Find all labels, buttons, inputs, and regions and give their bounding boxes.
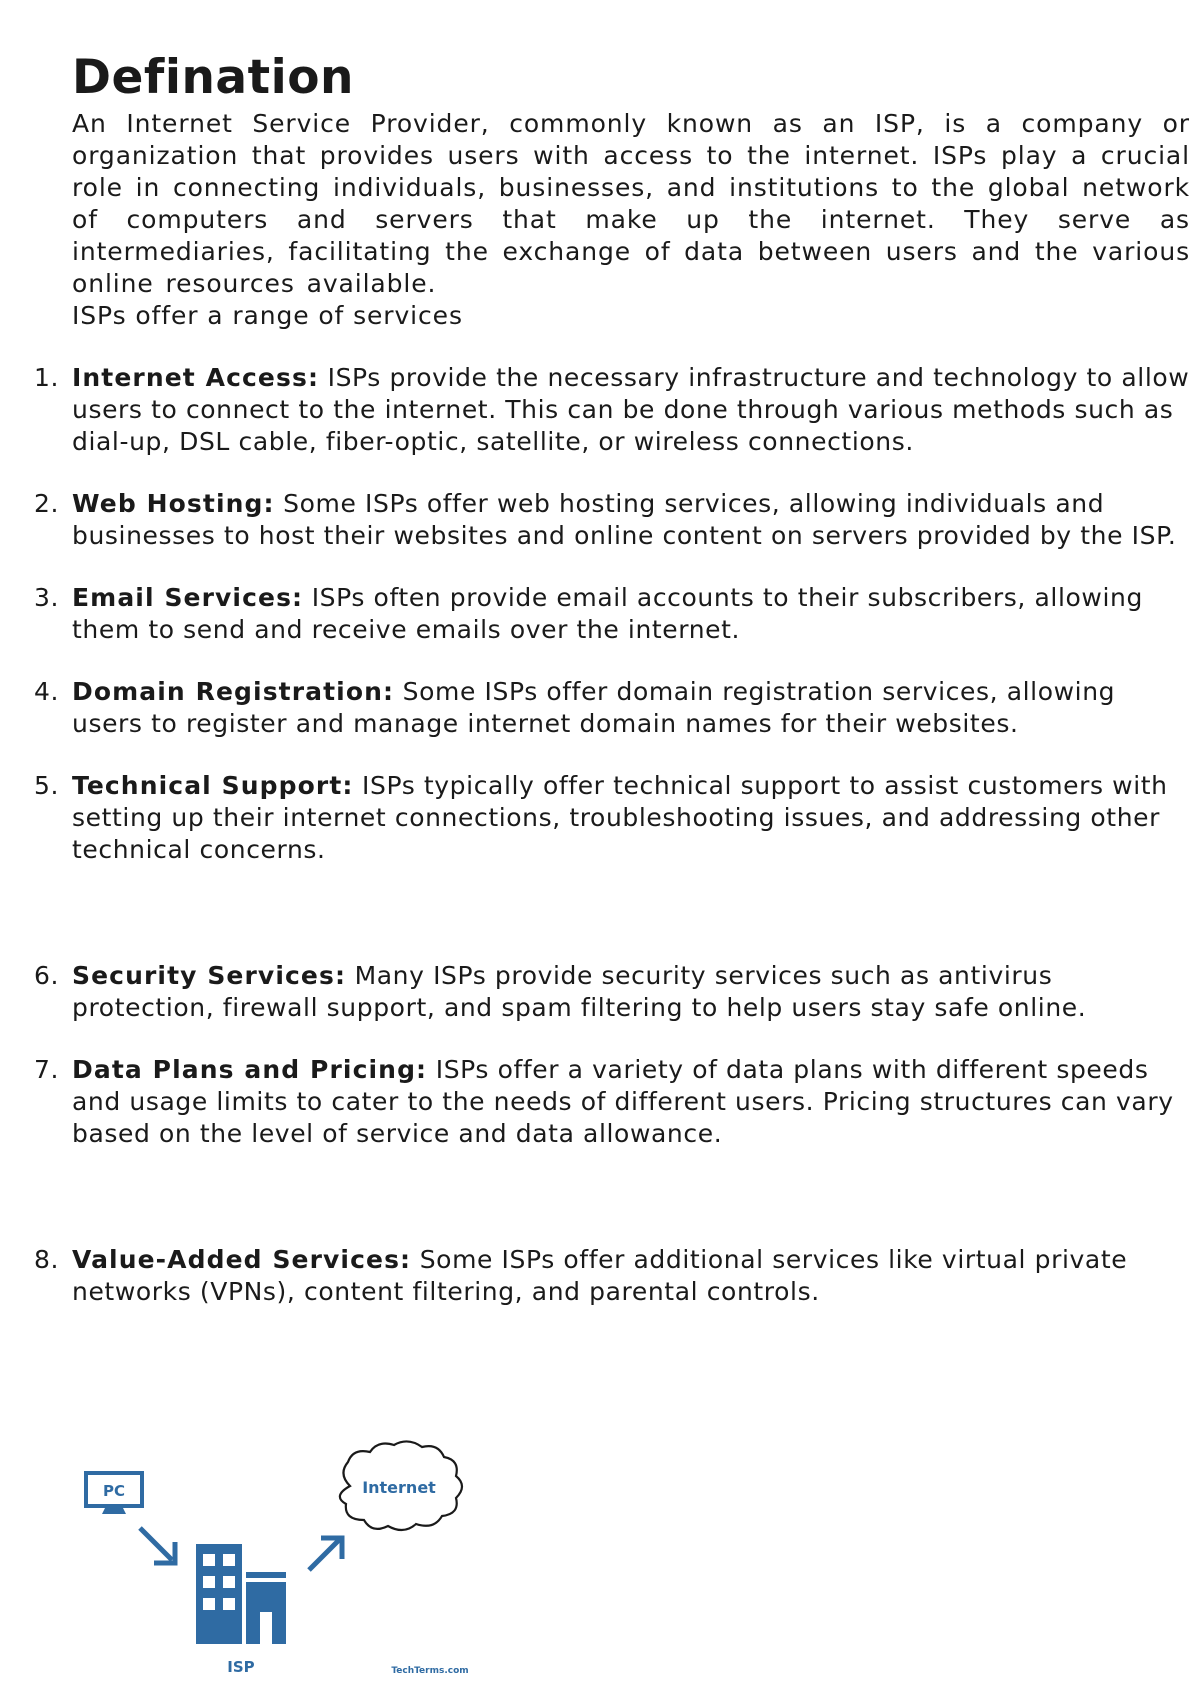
isp-diagram	[78, 1440, 498, 1680]
pc-icon	[86, 1473, 142, 1514]
item-term: Internet Access:	[72, 363, 320, 393]
isp-building-icon	[196, 1544, 286, 1676]
item-text: Some ISPs offer web hosting services, allowing individuals and businesses to host their websites and online content on servers provided by the ISP.	[72, 489, 1177, 551]
credit-text: TechTerms.com	[391, 1666, 469, 1676]
list-item	[34, 1054, 1190, 1150]
item-term: Security Services:	[72, 961, 347, 991]
item-term: Value-Added Services:	[72, 1245, 412, 1275]
item-number: 7.	[34, 1055, 60, 1085]
isp-label: ISP	[227, 1658, 255, 1676]
list-item	[34, 960, 1190, 1024]
arrow-up-right-icon	[309, 1538, 342, 1570]
list-item	[34, 676, 1190, 740]
item-text: ISPs provide the necessary infrastructure and technology to allow users to connect to the internet. This can be done through various methods such as dial-up, DSL cable, fiber-optic, satellite, or wireless connections.	[72, 363, 1190, 457]
item-number: 5.	[34, 771, 60, 801]
item-number: 1.	[34, 363, 60, 393]
item-term: Data Plans and Pricing:	[72, 1055, 428, 1085]
item-text: Many ISPs provide security services such as antivirus protection, firewall support, and spam filtering to help users stay safe online.	[72, 961, 1087, 1023]
item-term: Technical Support:	[72, 771, 354, 801]
list-item	[34, 770, 1190, 866]
document-page	[34, 50, 1190, 1308]
item-number: 2.	[34, 489, 60, 519]
list-item	[34, 1244, 1190, 1308]
page-title: Defination	[72, 50, 354, 105]
intro-note: ISPs offer a range of services	[72, 301, 463, 331]
item-text: Some ISPs offer additional services like virtual private networks (VPNs), content filtering, and parental controls.	[72, 1245, 1128, 1307]
arrow-down-right-icon	[140, 1528, 175, 1563]
item-text: ISPs typically offer technical support to assist customers with setting up their internet connections, troubleshooting issues, and addressing other technical concerns.	[72, 771, 1168, 865]
item-text: ISPs offer a variety of data plans with different speeds and usage limits to cater to the needs of different users. Pricing structures can vary based on the level of service and data allowance.	[72, 1055, 1174, 1149]
item-text: ISPs often provide email accounts to their subscribers, allowing them to send and receive emails over the internet.	[72, 583, 1143, 645]
list-item	[34, 362, 1190, 458]
list-item	[34, 488, 1190, 552]
pc-label: PC	[102, 1482, 126, 1500]
item-text: Some ISPs offer domain registration services, allowing users to register and manage internet domain names for their websites.	[72, 677, 1116, 739]
item-number: 8.	[34, 1245, 60, 1275]
intro-paragraph: An Internet Service Provider, commonly known as an ISP, is a company or organization that provides users with access to the internet. ISPs play a crucial role in connecting individuals, businesses, and institutions to the global network of computers and servers that make up the internet. They serve as intermediaries, facilitating the exchange of data between users and the various online resources available.	[72, 109, 1190, 299]
item-number: 6.	[34, 961, 60, 991]
item-number: 3.	[34, 583, 60, 613]
item-term: Domain Registration:	[72, 677, 395, 707]
cloud-icon	[340, 1441, 462, 1530]
item-number: 4.	[34, 677, 60, 707]
services-list	[34, 362, 1190, 1308]
item-term: Web Hosting:	[72, 489, 275, 519]
item-term: Email Services:	[72, 583, 304, 613]
cloud-label: Internet	[362, 1478, 436, 1497]
list-item	[34, 582, 1190, 646]
